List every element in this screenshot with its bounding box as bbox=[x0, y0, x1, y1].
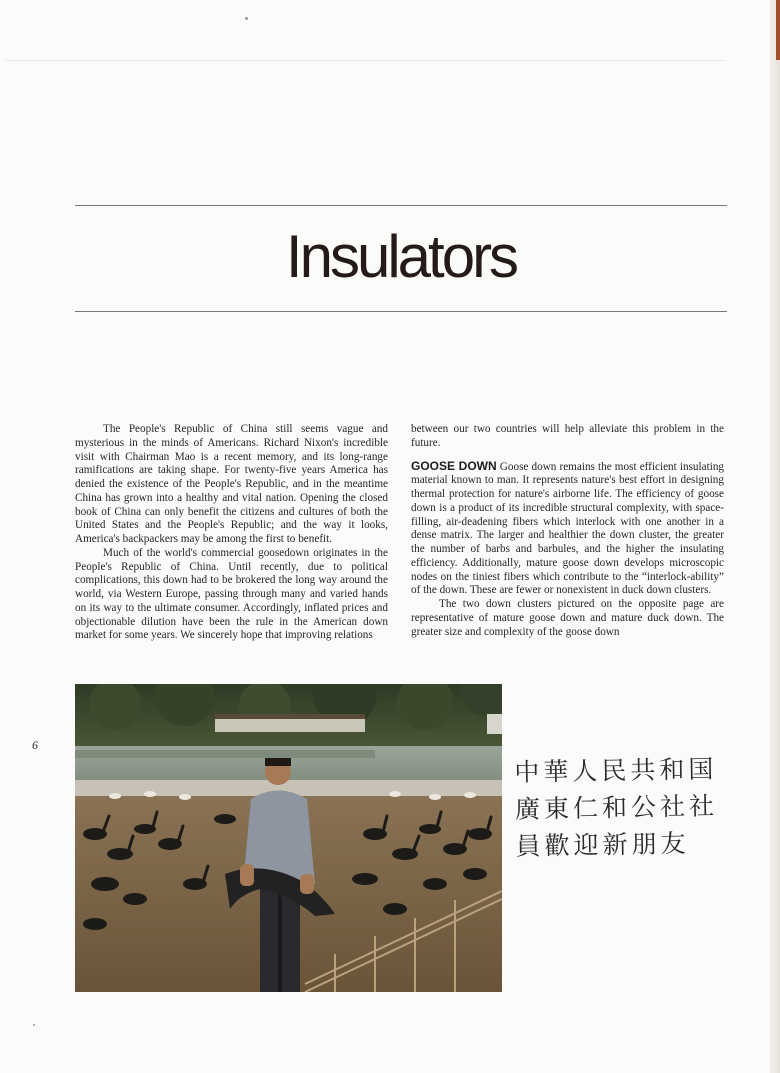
left-column bbox=[75, 423, 388, 643]
calligraphy-line: 員歡迎新朋友 bbox=[515, 828, 690, 861]
edge-mark bbox=[776, 0, 780, 60]
intro-paragraph: The People's Republic of China still seems vague and mysterious in the minds of Americans. Richard Nixon's incredible visit with Chairman Mao is a recent memory, and its long-range ramifications are taking shape. For twenty-five years America has denied the existence of the People's Republic, and in the meantime China has grown into a healthy and vital nation. Opening the closed book of China can only benefit the citizens and cultures of both the United States and the People's Republic; and the way it looks, America's backpackers may be among the first to benefit. bbox=[75, 423, 388, 545]
clusters-paragraph: The two down clusters pictured on the opposite page are representative of mature goose down and mature duck down. The greater size and complexity of the goose down bbox=[411, 598, 724, 638]
top-rule bbox=[75, 205, 727, 206]
market-paragraph: Much of the world's commercial goosedown originates in the People's Republic of China. Until recently, due to political complications, this down had to be brokered the long way around the world, via Western Europe, passing through many and varied hands on its way to the ultimate consumer. Accordingly, inflated prices and objectionable dilution have been the rule in the American down market for some years. We sincerely hope that improving relations bbox=[75, 546, 388, 642]
right-column bbox=[411, 423, 724, 639]
paper-speck bbox=[245, 17, 248, 20]
page-title: Insulators bbox=[285, 223, 517, 290]
calligraphy-line: 廣東仁和公社社 bbox=[514, 791, 719, 824]
paper-speck bbox=[33, 1024, 35, 1026]
page-edge bbox=[770, 0, 780, 1073]
page-number: 6 bbox=[32, 738, 38, 752]
calligraphy-line: 中華人民共和国 bbox=[514, 754, 718, 787]
bottom-rule bbox=[75, 311, 727, 312]
continuation-paragraph: between our two countries will help alleviate this problem in the future. bbox=[411, 423, 724, 449]
chinese-calligraphy bbox=[514, 750, 731, 865]
goose-farm-photo bbox=[75, 684, 502, 992]
goose-down-paragraph bbox=[411, 460, 724, 599]
faint-rule bbox=[5, 60, 725, 61]
section-heading: GOOSE DOWN bbox=[411, 458, 497, 473]
section-text: Goose down remains the most efficient insulating material known to man. It represents nature's best effort in designing thermal protection for nature's airborne life. The efficiency of goose down is a product of its incredible structural complexity, with space-filling, air-deadening fibers which interlock with one another in a dense matrix. The larger and healthier the down cluster, the greater the number of barbs and barbules, and the higher the insulating efficiency. Additionally, mature goose down develops microscopic nodes on the tiniest fibers which contribute to the “interlock-ability” of the down. These are fewer or nonexistent in duck down clusters. bbox=[411, 460, 725, 597]
